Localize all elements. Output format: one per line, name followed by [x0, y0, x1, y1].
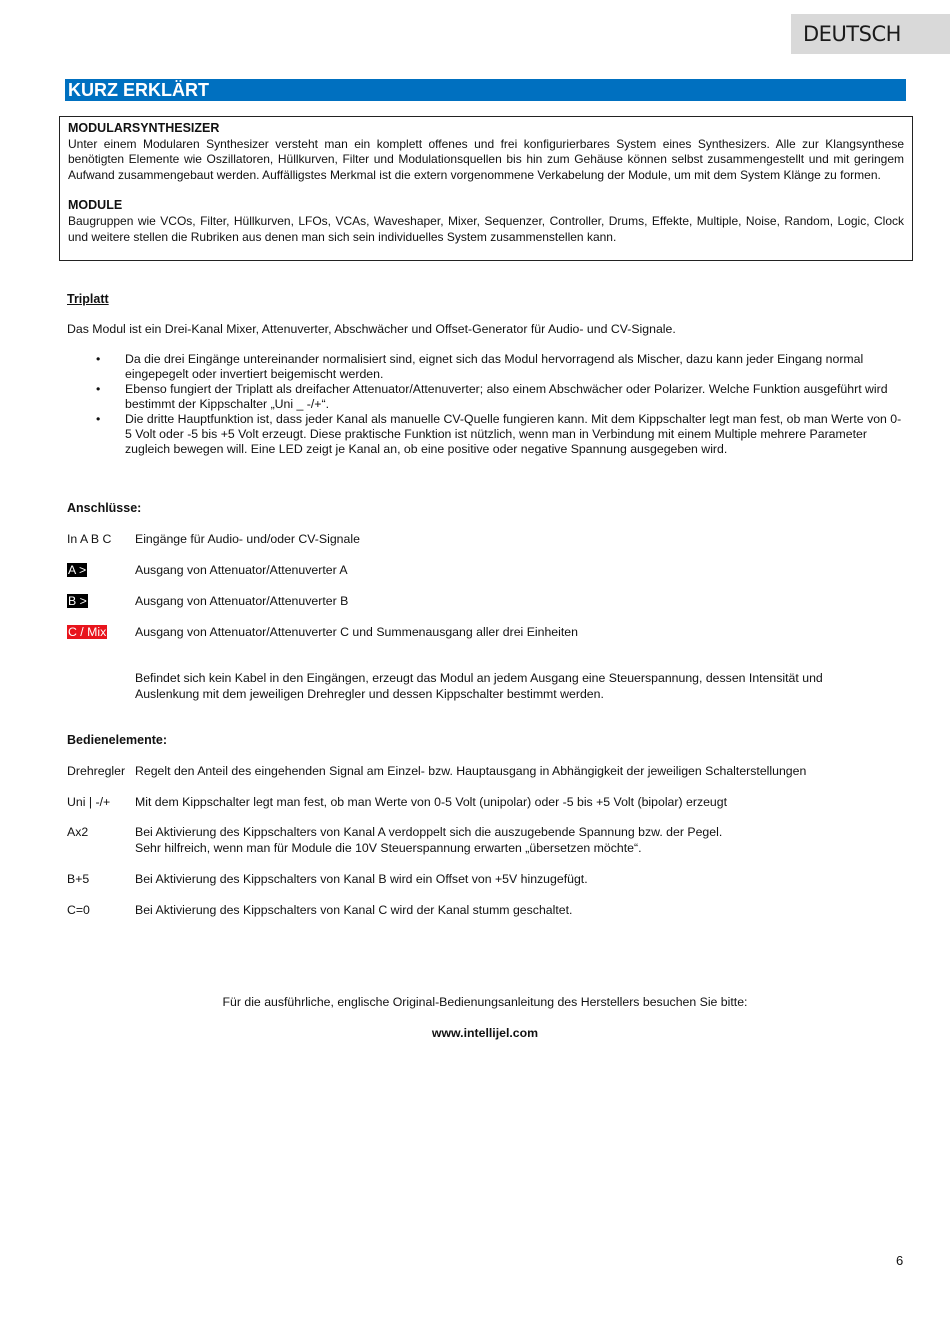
connection-key: A > — [68, 563, 87, 577]
bullet-text: Ebenso fungiert der Triplatt als dreifacher Attenuator/Attenuverter; also einem Abschwächer oder Polarizer. Welche Funktion ausgeführt wird bestimmt der Kippschalter „Uni _ -/+“. — [125, 382, 888, 411]
manufacturer-link[interactable]: www.intellijel.com — [431, 1026, 539, 1040]
connections-note: Befindet sich kein Kabel in den Eingängen, erzeugt das Modul an jedem Ausgang eine Steuerspannung, dessen Intensität und Auslenkung mit dem jeweiligen Drehregler und dessen Kippschalter bestimmt werden. — [135, 671, 823, 701]
control-desc: Regelt den Anteil des eingehenden Signal am Einzel- bzw. Hauptausgang in Abhängigkeit der jeweiligen Schalterstellungen — [135, 764, 807, 778]
controls-heading: Bedienelemente: — [67, 733, 168, 747]
modular-heading: MODULARSYNTHESIZER — [68, 121, 220, 135]
connection-key: In A B C — [67, 532, 112, 546]
connection-key: B > — [68, 594, 87, 608]
connection-desc: Ausgang von Attenuator/Attenuverter C und Summenausgang aller drei Einheiten — [135, 625, 578, 639]
control-desc: Mit dem Kippschalter legt man fest, ob man Werte von 0-5 Volt (unipolar) oder -5 bis +5 Volt (bipolar) erzeugt — [135, 795, 728, 809]
list-item: • Da die drei Eingänge untereinander normalisiert sind, eignet sich das Modul hervorragend als Mischer, dazu kann jeder Eingang normal eingepegelt oder invertiert beigemischt werden. — [96, 352, 864, 381]
bullet-text: Da die drei Eingänge untereinander normalisiert sind, eignet sich das Modul hervorragend als Mischer, dazu kann jeder Eingang normal eingepegelt oder invertiert beigemischt werden. — [125, 352, 864, 381]
connections-heading: Anschlüsse: — [67, 501, 142, 515]
module-text: Baugruppen wie VCOs, Filter, Hüllkurven, LFOs, VCAs, Waveshaper, Mixer, Sequenzer, Controller, Drums, Effekte, Multiple, Noise, Random, Logic, Clock und weitere stellen die Rubriken aus denen man sich sein individuelles System zusammenstellen kann. — [68, 213, 904, 244]
connection-desc: Ausgang von Attenuator/Attenuverter A — [135, 563, 348, 577]
control-key: B+5 — [67, 872, 90, 886]
connection-desc: Ausgang von Attenuator/Attenuverter B — [135, 594, 349, 608]
control-key: C=0 — [67, 903, 90, 917]
control-key: Uni | -/+ — [67, 795, 111, 809]
footer-note: Für die ausführliche, englische Original-Bedienungsanleitung des Herstellers besuchen Sie bitte: — [222, 995, 748, 1009]
bullet-text: Die dritte Hauptfunktion ist, dass jeder Kanal als manuelle CV-Quelle fungieren kann. Mit dem Kippschalter legt man fest, ob man Werte von 0-5 Volt oder -5 bis +5 Volt erzeugt. Diese praktische Funktion ist nützlich, wenn man in Verbindung mit einem Multiple mehrere Parameter zugleich bewegen will. Eine LED zeigt je Kanal an, ob eine positive oder negative Spannung ausgegeben wird. — [125, 412, 902, 456]
list-item: • Ebenso fungiert der Triplatt als dreifacher Attenuator/Attenuverter; also einem Abschwächer oder Polarizer. Welche Funktion ausgeführt wird bestimmt der Kippschalter „Uni _ -/+“. — [96, 382, 888, 411]
control-desc: Bei Aktivierung des Kippschalters von Kanal A verdoppelt sich die auszugebende Spannung bzw. der Pegel. — [135, 825, 723, 839]
connection-desc: Eingänge für Audio- und/oder CV-Signale — [135, 532, 360, 546]
language-label: DEUTSCH — [791, 14, 950, 54]
control-desc-extra: Sehr hilfreich, wenn man für Module die 10V Steuerspannung erwarten „übersetzen möchte“. — [135, 841, 642, 855]
intro-info-box — [59, 116, 913, 261]
section-title: KURZ ERKLÄRT — [65, 79, 906, 101]
triplatt-heading: Triplatt — [67, 292, 109, 306]
triplatt-intro: Das Modul ist ein Drei-Kanal Mixer, Attenuverter, Abschwächer und Offset-Generator für Audio- und CV-Signale. — [67, 322, 676, 336]
control-desc: Bei Aktivierung des Kippschalters von Kanal B wird ein Offset von +5V hinzugefügt. — [135, 872, 588, 886]
module-heading: MODULE — [68, 198, 123, 213]
control-desc: Bei Aktivierung des Kippschalters von Kanal C wird der Kanal stumm geschaltet. — [135, 903, 573, 917]
feature-list — [96, 352, 906, 457]
connection-key: C / Mix — [68, 625, 107, 639]
list-item: • Die dritte Hauptfunktion ist, dass jeder Kanal als manuelle CV-Quelle fungieren kann. Mit dem Kippschalter legt man fest, ob man Werte von 0-5 Volt oder -5 bis +5 Volt erzeugt. Diese praktische Funktion ist nützlich, wenn man in Verbindung mit einem Multiple mehrere Parameter zugleich bewegen will. Eine LED zeigt je Kanal an, ob eine positive oder negative Spannung ausgegeben wird. — [96, 412, 902, 456]
page-number: 6 — [896, 1253, 904, 1268]
modular-text: Unter einem Modularen Synthesizer versteht man ein komplett offenes und frei konfigurierbares System eines Synthesizers. Alle zur Klangsynthese benötigten Elemente wie Oszillatoren, Hüllkurven, Filter und Modulationsquellen bis hin zum Gehäuse können selbst zusammengestellt und mit geringem Aufwand zusammengebaut werden. Auffälligstes Merkmal ist die extern vorgenommene Verkabelung der Module, um mit dem System Klänge zu formen. — [68, 136, 904, 182]
control-key: Ax2 — [67, 825, 89, 839]
control-key: Drehregler — [67, 764, 126, 778]
